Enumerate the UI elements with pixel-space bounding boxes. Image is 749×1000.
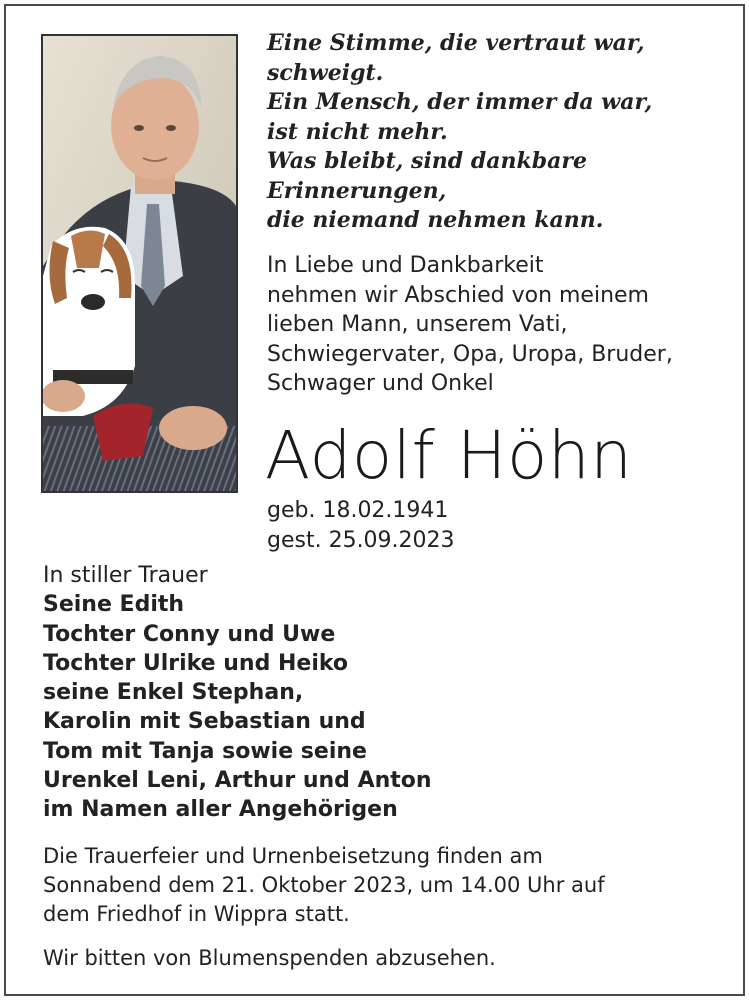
service-line: Die Trauerfeier und Urnenbeisetzung finden am [43, 844, 543, 868]
poem-line: Ein Mensch, der immer da war, [267, 89, 653, 115]
portrait-photo [41, 34, 238, 493]
mourner-line: Seine Edith [43, 592, 185, 618]
poem-line: Eine Stimme, die vertraut war, [267, 30, 645, 56]
mourners-heading: In stiller Trauer [43, 563, 208, 588]
intro-line: lieben Mann, unserem Vati, [267, 312, 568, 338]
poem-line: ist nicht mehr. [267, 118, 448, 145]
poem-line: Was bleibt, sind dankbare [267, 148, 587, 174]
deceased-name: Adolf Höhn [265, 417, 633, 494]
flower-note: Wir bitten von Blumenspenden abzusehen. [43, 946, 496, 970]
death-date: gest. 25.09.2023 [267, 527, 455, 553]
intro-line: nehmen wir Abschied von meinem [267, 282, 649, 308]
mourner-line: seine Enkel Stephan, [43, 680, 304, 706]
intro-line: In Liebe und Dankbarkeit [267, 253, 544, 278]
service-info [43, 842, 605, 929]
mourner-line: Tom mit Tanja sowie seine [43, 738, 367, 764]
service-line: dem Friedhof in Wippra statt. [43, 902, 350, 926]
poem-line: die niemand nehmen kann. [267, 207, 604, 233]
portrait-photo-icon [43, 36, 236, 491]
mourner-line: Tochter Conny und Uwe [43, 621, 336, 647]
poem-line: Erinnerungen, [267, 177, 447, 204]
poem-line: schweigt. [267, 59, 384, 86]
intro-line: Schwager und Onkel [267, 371, 494, 397]
mourner-line: Karolin mit Sebastian und [43, 709, 366, 735]
mourner-line: Tochter Ulrike und Heiko [43, 650, 349, 676]
mourners-list [43, 561, 432, 825]
birth-date: geb. 18.02.1941 [267, 498, 449, 523]
mourner-line: im Namen aller Angehörigen [43, 797, 398, 823]
intro-text [267, 251, 727, 399]
service-line: Sonnabend dem 21. Oktober 2023, um 14.00 Uhr auf [43, 873, 605, 897]
poem [267, 29, 707, 236]
intro-line: Schwiegervater, Opa, Uropa, Bruder, [267, 341, 673, 367]
mourner-line: Urenkel Leni, Arthur und Anton [43, 768, 432, 794]
life-dates [267, 496, 455, 555]
